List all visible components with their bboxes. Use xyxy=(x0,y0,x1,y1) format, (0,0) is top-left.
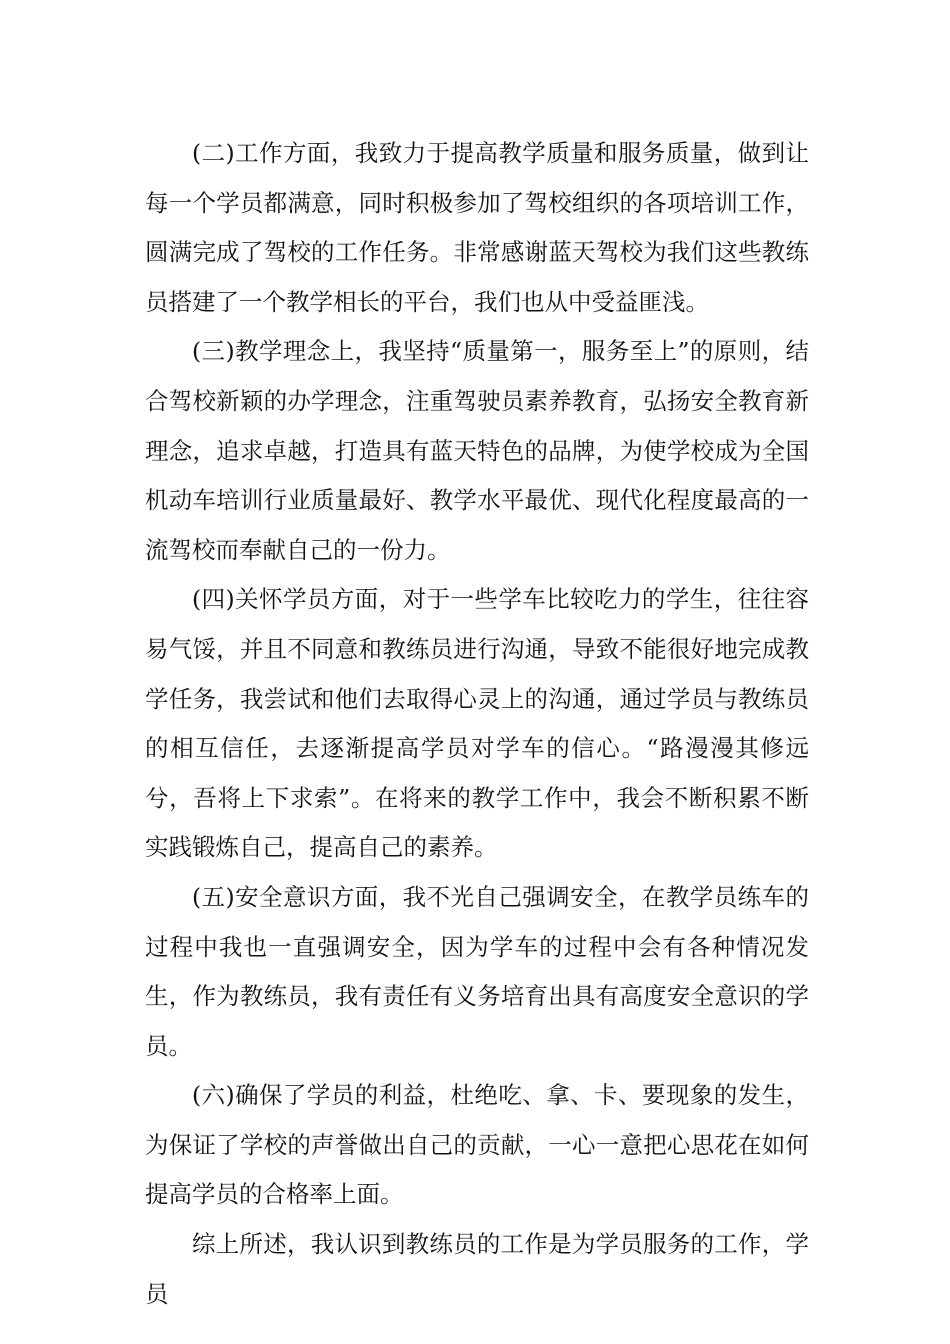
paragraph-teaching-philosophy: (三)教学理念上，我坚持“质量第一，服务至上”的原则，结合驾校新颖的办学理念，注重驾驶员素养教育，弘扬安全教育新理念，追求卓越，打造具有蓝天特色的品牌，为使学校成为全国机动车培训行业质量最好、教学水平最优、现代化程度最高的一流驾校而奉献自己的一份力。 xyxy=(145,337,809,564)
paragraph-student-interests: (六)确保了学员的利益，杜绝吃、拿、卡、要现象的发生，为保证了学校的声誉做出自己的贡献，一心一意把心思花在如何提高学员的合格率上面。 xyxy=(145,1081,809,1209)
paragraph-work: (二)工作方面，我致力于提高教学质量和服务质量，做到让每一个学员都满意，同时积极参加了驾校组织的各项培训工作，圆满完成了驾校的工作任务。非常感谢蓝天驾校为我们这些教练员搭建了一个教学相长的平台，我们也从中受益匪浅。 xyxy=(145,139,809,316)
document-body xyxy=(145,129,809,1319)
paragraph-safety-awareness: (五)安全意识方面，我不光自己强调安全，在教学员练车的过程中我也一直强调安全，因为学车的过程中会有各种情况发生，作为教练员，我有责任有义务培育出具有高度安全意识的学员。 xyxy=(145,882,809,1060)
paragraph-student-care: (四)关怀学员方面，对于一些学车比较吃力的学生，往往容易气馁，并且不同意和教练员进行沟通，导致不能很好地完成教学任务，我尝试和他们去取得心灵上的沟通，通过学员与教练员的相互信任，去逐渐提高学员对学车的信心。“路漫漫其修远兮，吾将上下求索”。在将来的教学工作中，我会不断积累不断实践锻炼自己，提高自己的素养。 xyxy=(145,585,809,862)
paragraph-summary: 综上所述，我认识到教练员的工作是为学员服务的工作，学员 xyxy=(145,1230,809,1308)
